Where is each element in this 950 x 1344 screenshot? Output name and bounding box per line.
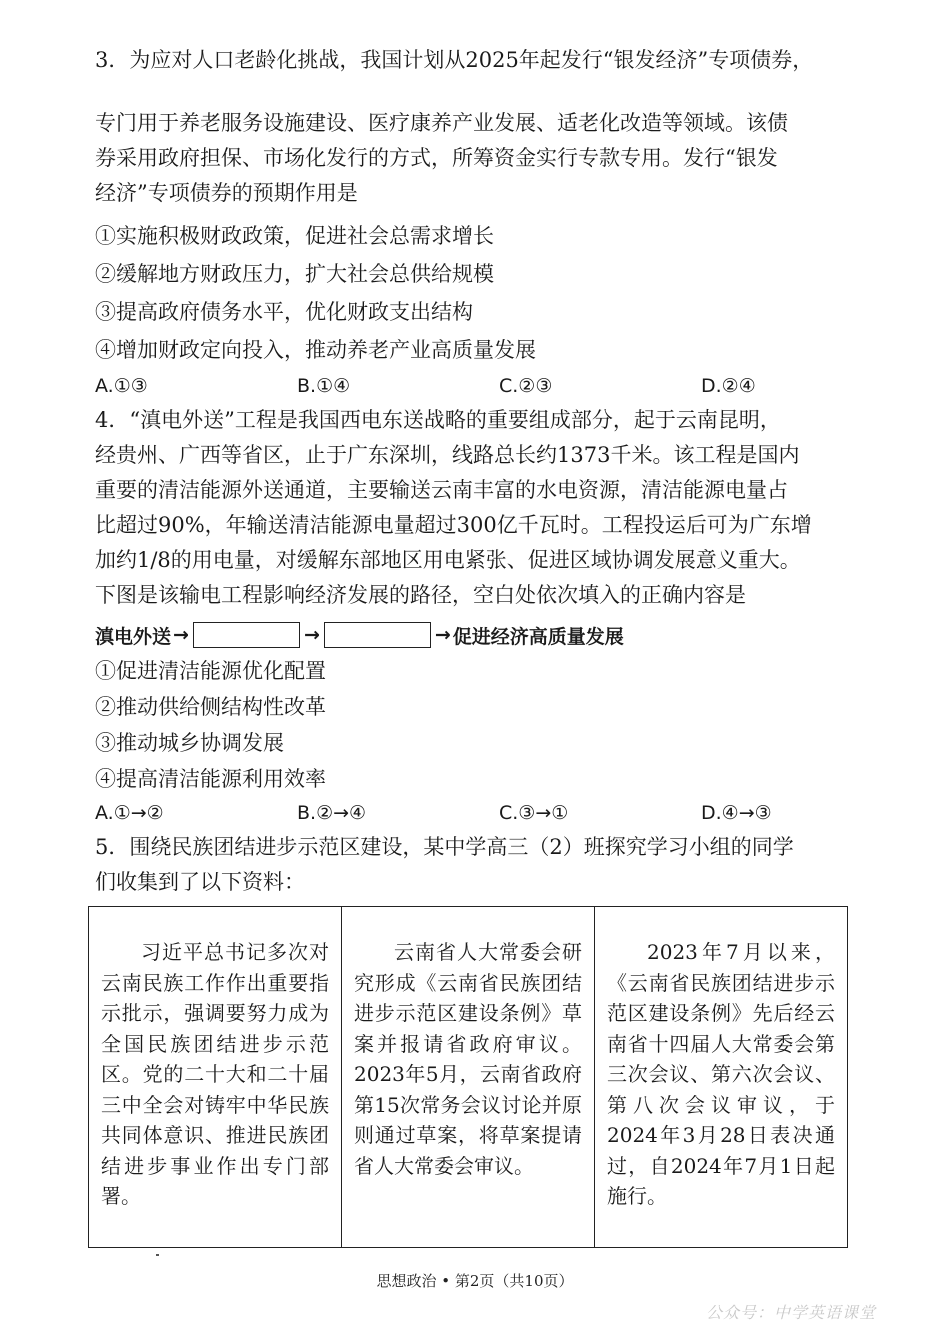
flow-blank-box-1 [193, 622, 300, 648]
q4-item-4: ④提高清洁能源利用效率 [95, 767, 326, 791]
material-text-1: 习近平总书记多次对云南民族工作作出重要指示批示，强调要努力成为全国民族团结进步示范区。党的二十大和二十届三中全会对铸牢中华民族共同体意识、推进民族团结进步事业作出专门部署。 [101, 940, 329, 1208]
q4-stem-line-1: 4．“滇电外送”工程是我国西电东送战略的重要组成部分，起于云南昆明， [95, 408, 781, 432]
q3-option-c: C.②③ [499, 375, 553, 397]
material-cell-3 [595, 907, 848, 1248]
q4-item-2: ②推动供给侧结构性改革 [95, 695, 326, 719]
q4-flow-diagram [95, 620, 624, 650]
watermark: 公众号：中学英语课堂 [706, 1303, 877, 1322]
flow-start-label: 滇电外送 [95, 625, 172, 648]
material-text-2: 云南省人大常委会研究形成《云南省民族团结进步示范区建设条例》草案并报请省政府审议。2023年5月，云南省政府第15次常务会议讨论并原则通过草案，将草案提请省人大常委会审议。 [354, 940, 582, 1178]
q5-stem-line-2: 们收集到了以下资料： [95, 870, 305, 894]
material-cell-2 [342, 907, 595, 1248]
material-cell-1 [89, 907, 342, 1248]
q3-item-1: ①实施积极财政政策，促进社会总需求增长 [95, 224, 494, 248]
q3-item-3: ③提高政府债务水平，优化财政支出结构 [95, 300, 473, 324]
q4-item-3: ③推动城乡协调发展 [95, 731, 284, 755]
q5-stem-line-1: 5．围绕民族团结进步示范区建设，某中学高三（2）班探究学习小组的同学 [95, 835, 794, 859]
q4-stem-line-2: 经贵州、广西等省区，止于广东深圳，线路总长约1373千米。该工程是国内 [95, 443, 800, 467]
q3-option-b: B.①④ [297, 375, 351, 397]
q3-stem-line-3: 券采用政府担保、市场化发行的方式，所筹资金实行专款专用。发行“银发 [95, 146, 778, 170]
material-text-3: 2023年7月以来，《云南省民族团结进步示范区建设条例》先后经云南省十四届人大常委会第三次会议、第六次会议、第八次会议审议，于2024年3月28日表决通过，自2024年7月1日起施行。 [607, 940, 835, 1208]
flow-arrow-icon: → [173, 624, 189, 646]
q3-stem-line-1: 3．为应对人口老龄化挑战，我国计划从2025年起发行“银发经济”专项债券， [95, 48, 814, 72]
page-footer: 思想政治 • 第2页（共10页） [376, 1272, 574, 1290]
flow-blank-box-2 [324, 622, 431, 648]
q4-option-d: D.④→③ [701, 802, 772, 824]
q4-item-1: ①促进清洁能源优化配置 [95, 659, 326, 683]
q3-item-4: ④增加财政定向投入，推动养老产业高质量发展 [95, 338, 536, 362]
q4-stem-line-6: 下图是该输电工程影响经济发展的路径，空白处依次填入的正确内容是 [95, 583, 746, 607]
flow-arrow-icon: → [434, 624, 451, 646]
q4-option-b: B.②→④ [297, 802, 367, 824]
q4-option-a: A.①→② [95, 802, 164, 824]
q4-stem-line-3: 重要的清洁能源外送通道，主要输送云南丰富的水电资源，清洁能源电量占 [95, 478, 788, 502]
stray-mark [156, 1254, 159, 1256]
flow-arrow-icon: → [303, 624, 320, 646]
q5-materials-table [88, 906, 848, 1248]
q3-stem-line-2: 专门用于养老服务设施建设、医疗康养产业发展、适老化改造等领域。该债 [95, 111, 788, 135]
flow-end-label: 促进经济高质量发展 [452, 625, 624, 648]
q3-option-a: A.①③ [95, 375, 148, 397]
q3-option-d: D.②④ [701, 375, 756, 397]
q4-stem-line-4: 比超过90%，年输送清洁能源电量超过300亿千瓦时。工程投运后可为广东增 [95, 513, 812, 537]
q3-stem-line-4: 经济”专项债券的预期作用是 [95, 181, 358, 205]
q4-stem-line-5: 加约1/8的用电量，对缓解东部地区用电紧张、促进区域协调发展意义重大。 [95, 548, 801, 572]
q3-item-2: ②缓解地方财政压力，扩大社会总供给规模 [95, 262, 494, 286]
q4-option-c: C.③→① [499, 802, 569, 824]
